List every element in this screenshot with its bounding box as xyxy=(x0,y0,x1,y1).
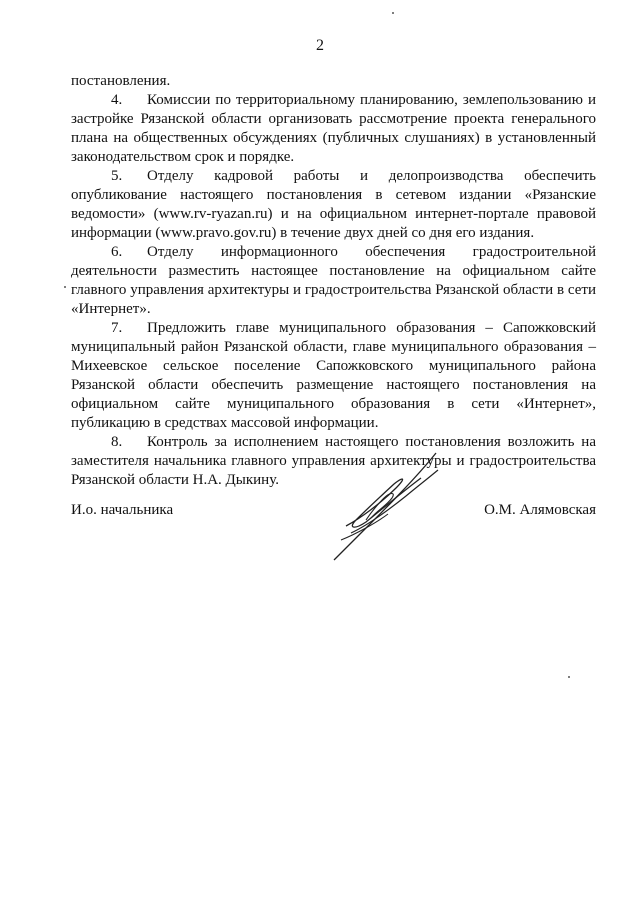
paragraph-item-6 xyxy=(71,243,596,319)
paragraph-continuation xyxy=(71,72,596,91)
paragraph-text: Отделу информационного обеспечения градостроительной деятельности разместить настоящее постановление на официальном сайте главного управления архитектуры и градостроительства Рязанской области в сети «Интернет». xyxy=(71,244,596,317)
paragraph-text: Комиссии по территориальному планированию, землепользованию и застройке Рязанской области организовать рассмотрение проекта генерального плана на общественных обсуждениях (публичных слушаниях) в установленный законодательством срок и порядке. xyxy=(71,92,596,165)
paragraph-number: 4. xyxy=(111,92,123,108)
paragraph-number: 6. xyxy=(111,244,123,260)
handwritten-signature xyxy=(326,448,446,563)
paragraph-text: Контроль за исполнением настоящего постановления возложить на заместителя начальника главного управления архитектуры и градостроительства Рязанской области Н.А. Дыкину. xyxy=(71,434,596,488)
paragraph-number: 5. xyxy=(111,168,123,184)
scan-speck xyxy=(392,12,394,14)
scan-speck xyxy=(568,676,570,678)
page-number: 2 xyxy=(316,37,324,54)
signatory-name: О.М. Алямовская xyxy=(484,502,596,518)
paragraph-text: постановления. xyxy=(71,73,171,89)
paragraph-item-4 xyxy=(71,91,596,167)
paragraph-number: 8. xyxy=(111,434,123,450)
paragraph-item-7 xyxy=(71,319,596,433)
paragraph-number: 7. xyxy=(111,320,123,336)
document-body xyxy=(71,72,596,490)
paragraph-text: Отделу кадровой работы и делопроизводства обеспечить опубликование настоящего постановления в сетевом издании «Рязанские ведомости» (www.rv-ryazan.ru) и на официальном интернет-портале правовой информации (www.pravo.gov.ru) в течение двух дней со дня его издания. xyxy=(71,168,596,241)
paragraph-item-5 xyxy=(71,167,596,243)
paragraph-text: Предложить главе муниципального образования – Сапожковский муниципальный район Рязанской области, главе муниципального образования – Михеевское сельское поселение Сапожковского муниципального района Рязанской области обеспечить размещение настоящего постановления на официальном сайте муниципального образования в сети «Интернет», публикацию в средствах массовой информации. xyxy=(71,320,596,431)
scan-speck xyxy=(64,286,66,288)
signatory-position: И.о. начальника xyxy=(71,502,174,518)
